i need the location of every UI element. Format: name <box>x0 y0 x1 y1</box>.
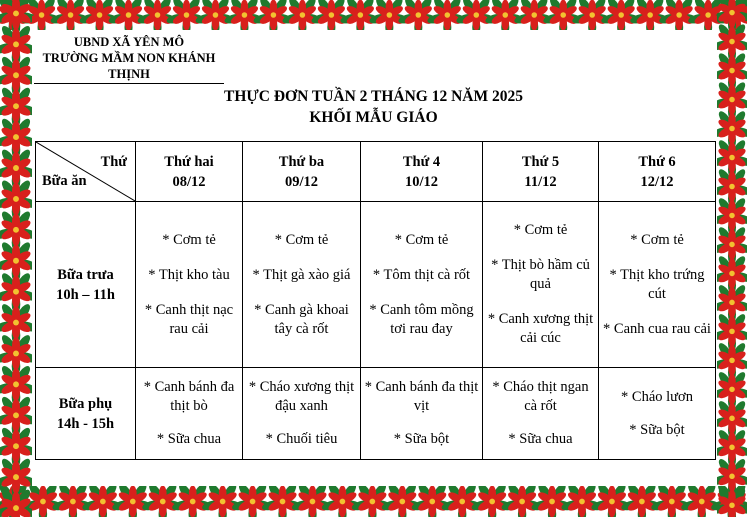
school-name: TRƯỜNG MẦM NON KHÁNH THỊNH <box>34 50 224 84</box>
poinsettia-icon <box>81 486 124 517</box>
poinsettia-icon <box>310 0 352 30</box>
poinsettia-icon <box>600 0 642 30</box>
table-corner-header <box>36 142 136 202</box>
menu-item: * Cơm tẻ <box>513 222 568 238</box>
poinsettia-icon <box>381 486 424 517</box>
menu-cell <box>361 202 483 368</box>
menu-item: * Sữa bột <box>393 431 450 447</box>
menu-cell <box>483 202 599 368</box>
day-date: 10/12 <box>404 173 439 190</box>
poinsettia-icon <box>321 486 364 517</box>
menu-cell <box>243 368 361 460</box>
poinsettia-icon <box>50 0 92 30</box>
menu-item: * Canh bánh đa thịt vịt <box>364 379 479 414</box>
snack-row <box>36 368 716 460</box>
day-header <box>483 142 599 202</box>
poinsettia-border-right <box>717 0 747 517</box>
poinsettia-icon <box>0 488 32 517</box>
menu-item: * Thịt kho tàu <box>148 266 230 283</box>
menu-cell <box>599 202 716 368</box>
poinsettia-icon <box>111 486 154 517</box>
meal-time: 14h - 15h <box>56 415 115 432</box>
meal-name: Bữa phụ <box>58 395 113 412</box>
menu-item: * Canh gà khoai tây cà rốt <box>254 301 349 337</box>
day-name: Thứ ba <box>278 153 325 170</box>
poinsettia-icon <box>51 486 94 517</box>
poinsettia-icon <box>141 486 184 517</box>
poinsettia-icon <box>455 0 497 30</box>
poinsettia-icon <box>560 486 603 517</box>
day-name: Thứ hai <box>164 153 214 170</box>
poinsettia-icon <box>291 486 334 517</box>
poinsettia-icon <box>165 0 207 30</box>
poinsettia-icon <box>717 486 747 517</box>
day-header <box>361 142 483 202</box>
poinsettia-icon <box>484 0 526 30</box>
poinsettia-icon <box>500 486 543 517</box>
menu-item: * Canh bánh đa thịt bò <box>143 379 235 414</box>
day-header <box>136 142 243 202</box>
menu-item: * Canh xương thịt cải cúc <box>487 311 594 346</box>
poinsettia-border-left <box>0 0 32 517</box>
menu-item: * Tôm thịt cà rốt <box>372 266 471 283</box>
poinsettia-icon <box>252 0 294 30</box>
menu-subtitle: KHỐI MẪU GIÁO <box>309 109 438 126</box>
poinsettia-icon <box>397 0 439 30</box>
menu-item: * Thịt bò hầm củ quả <box>491 257 590 292</box>
poinsettia-icon <box>261 486 304 517</box>
poinsettia-icon <box>571 0 613 30</box>
poinsettia-icon <box>650 486 693 517</box>
menu-item: * Cháo thịt ngan cà rốt <box>492 379 589 414</box>
meal-time: 10h – 11h <box>56 286 115 303</box>
menu-item: * Cơm tẻ <box>630 231 684 248</box>
menu-cell <box>136 368 243 460</box>
poinsettia-icon <box>629 0 671 30</box>
poinsettia-icon <box>231 486 274 517</box>
poinsettia-icon <box>658 0 700 30</box>
poinsettia-icon <box>368 0 410 30</box>
poinsettia-icon <box>281 0 323 30</box>
day-date: 12/12 <box>640 173 674 190</box>
day-date: 08/12 <box>172 173 206 190</box>
poinsettia-icon <box>351 486 394 517</box>
poinsettia-icon <box>513 0 555 30</box>
meal-label <box>36 202 136 368</box>
menu-item: * Thịt gà xào giá <box>252 266 351 283</box>
poinsettia-icon <box>426 0 468 30</box>
menu-cell <box>599 368 716 460</box>
agency-name: UBND XÃ YÊN MÔ <box>73 35 185 49</box>
day-name: Thứ 4 <box>402 153 441 170</box>
menu-item: * Cơm tẻ <box>274 231 329 248</box>
menu-item: * Sữa chua <box>156 431 222 447</box>
meal-name: Bữa trưa <box>57 266 114 283</box>
poinsettia-icon <box>542 0 584 30</box>
menu-item: * Sữa chua <box>508 431 573 447</box>
poinsettia-icon <box>590 486 633 517</box>
poinsettia-icon <box>411 486 454 517</box>
meal-label <box>36 368 136 460</box>
poinsettia-icon <box>470 486 513 517</box>
menu-item: * Thịt kho trứng cút <box>609 266 705 302</box>
menu-item: * Cháo lươn <box>621 388 693 405</box>
poinsettia-icon <box>171 486 214 517</box>
corner-day-label: Thứ <box>100 154 127 170</box>
day-header <box>599 142 716 202</box>
day-name: Thứ 5 <box>521 153 560 170</box>
menu-item: * Canh cua rau cải <box>603 320 711 337</box>
lunch-row <box>36 202 716 368</box>
menu-item: * Canh tôm mồng tơi rau đay <box>369 301 474 337</box>
poinsettia-icon <box>223 0 265 30</box>
day-date: 11/12 <box>524 173 557 190</box>
poinsettia-icon <box>201 486 244 517</box>
weekly-menu-table <box>35 141 716 460</box>
corner-meal-label: Bữa ăn <box>42 173 87 189</box>
menu-title: THỰC ĐƠN TUẦN 2 THÁNG 12 NĂM 2025 <box>224 88 523 105</box>
menu-item: * Canh thịt nạc rau cải <box>144 301 234 337</box>
menu-item: * Cháo xương thịt đậu xanh <box>248 379 355 414</box>
poinsettia-icon <box>530 486 573 517</box>
day-name: Thứ 6 <box>638 153 676 170</box>
menu-cell <box>361 368 483 460</box>
poinsettia-icon <box>339 0 381 30</box>
poinsettia-icon <box>79 0 121 30</box>
poinsettia-icon <box>108 0 150 30</box>
poinsettia-icon <box>620 486 663 517</box>
day-header <box>243 142 361 202</box>
poinsettia-border-top <box>0 0 747 30</box>
organization-header <box>34 34 224 84</box>
menu-item: * Sữa bột <box>629 421 685 438</box>
poinsettia-icon <box>194 0 236 30</box>
menu-cell <box>243 202 361 368</box>
menu-item: * Chuối tiêu <box>265 431 338 447</box>
menu-cell <box>136 202 243 368</box>
menu-item: * Cơm tẻ <box>394 231 449 248</box>
menu-item: * Cơm tẻ <box>162 231 216 248</box>
poinsettia-icon <box>136 0 178 30</box>
poinsettia-border-bottom <box>0 486 747 517</box>
poinsettia-icon <box>440 486 483 517</box>
day-date: 09/12 <box>284 173 319 190</box>
menu-cell <box>483 368 599 460</box>
